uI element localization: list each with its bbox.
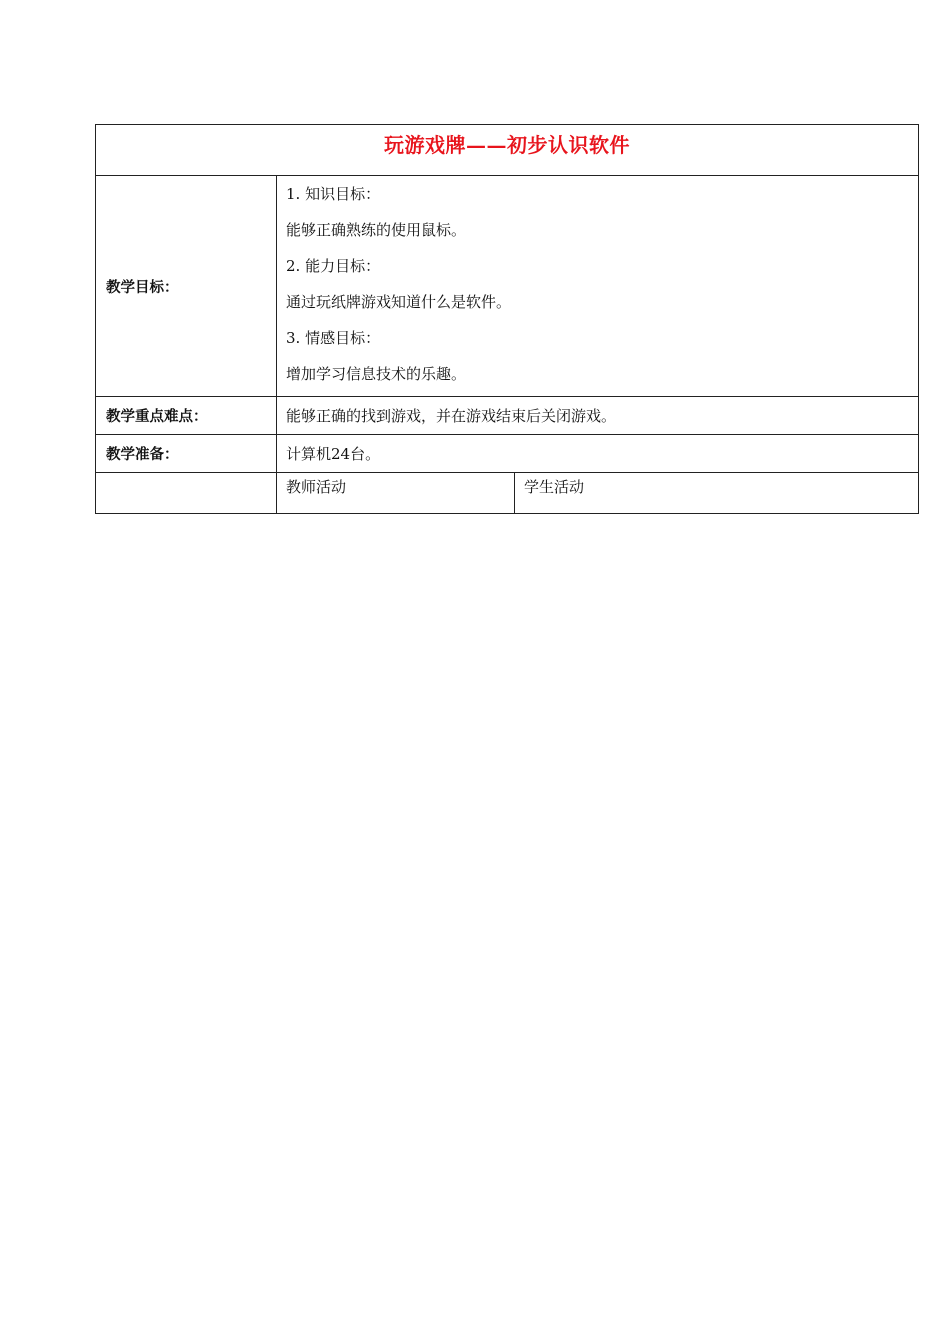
objectives-label: 教学目标：	[96, 176, 277, 397]
title-cell	[96, 125, 919, 176]
preparation-label: 教学准备：	[96, 435, 277, 473]
objectives-row	[96, 176, 919, 397]
objectives-content	[277, 176, 919, 397]
emotion-objective-text: 增加学习信息技术的乐趣。	[286, 365, 467, 383]
focus-content: 能够正确的找到游戏，并在游戏结束后关闭游戏。	[277, 397, 919, 435]
preparation-row	[96, 435, 919, 473]
focus-row	[96, 397, 919, 435]
preparation-content: 计算机24台。	[277, 435, 919, 473]
lesson-plan-table	[95, 124, 919, 514]
ability-objective-text: 通过玩纸牌游戏知道什么是软件。	[286, 293, 512, 311]
ability-objective-heading: 2. 能力目标：	[286, 257, 381, 275]
title-row	[96, 125, 919, 176]
knowledge-objective-heading: 1. 知识目标：	[286, 185, 381, 203]
knowledge-objective-text: 能够正确熟练的使用鼠标。	[286, 221, 467, 239]
teacher-activity-header: 教师活动	[277, 473, 515, 514]
document-title: 玩游戏牌——初步认识软件	[384, 133, 630, 157]
student-activity-header: 学生活动	[515, 473, 919, 514]
emotion-objective-heading: 3. 情感目标：	[286, 329, 381, 347]
objectives-list	[286, 176, 918, 396]
activity-label	[96, 473, 277, 514]
focus-label: 教学重点难点：	[96, 397, 277, 435]
activity-header-row	[96, 473, 919, 514]
